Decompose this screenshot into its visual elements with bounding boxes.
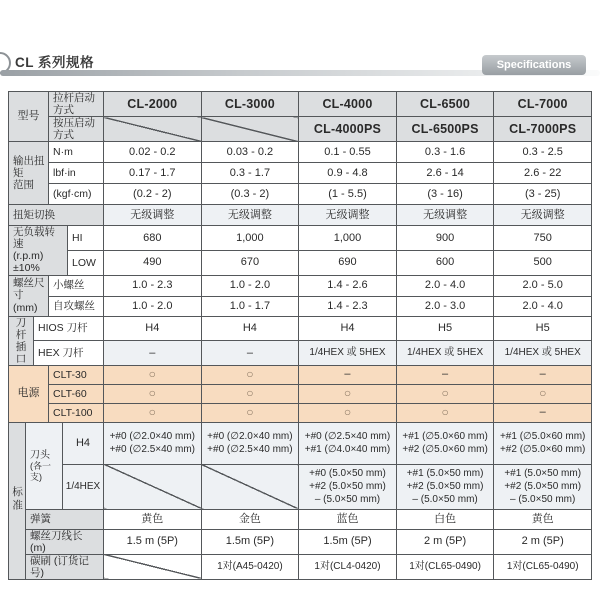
spec-cell: 1对(A45-0420) [201,554,299,579]
spec-cell: 490 [104,250,202,275]
torque-group-label: 输出扭矩 范围 [9,142,49,205]
spring-label: 弹簧 [26,509,104,529]
spec-cell: +#1 (∅5.0×60 mm) +#2 (∅5.0×60 mm) [396,422,494,464]
spec-cell: (0.2 - 2) [104,184,202,205]
spec-cell: 750 [494,226,592,251]
carbon-brush-label: 碳刷 (订货记号) [26,554,104,579]
spec-cell: 1对(CL65-0490) [494,554,592,579]
spec-cell: 无级调整 [396,205,494,226]
speed-group-label: 无负载转速 (r.p.m)±10% [9,226,68,275]
spec-cell: ○ [104,403,202,422]
speed-low-label: LOW [68,250,104,275]
not-applicable-cell [104,117,202,142]
spec-cell: H4 [104,316,202,341]
spec-cell: 1,000 [299,226,397,251]
model-header: CL-6500 [396,92,494,117]
spec-cell: – [494,403,592,422]
cord-length-label: 螺丝刀线长 (m) [26,529,104,554]
spec-cell: ○ [104,365,202,384]
spec-cell: 无级调整 [104,205,202,226]
model-header: CL-7000 [494,92,592,117]
model-header: CL-4000 [299,92,397,117]
start-lever-label: 拉杆启动方式 [49,92,104,117]
spec-cell: ○ [201,384,299,403]
spec-cell: 1,000 [201,226,299,251]
model-header-ps: CL-7000PS [494,117,592,142]
spec-cell: +#0 (∅2.5×40 mm) +#1 (∅4.0×40 mm) [299,422,397,464]
spec-cell: 0.9 - 4.8 [299,163,397,184]
spec-cell: 0.17 - 1.7 [104,163,202,184]
spec-cell: 900 [396,226,494,251]
spec-cell: +#0 (5.0×50 mm) +#2 (5.0×50 mm) – (5.0×50 mm) [299,464,397,509]
spec-cell: 黄色 [104,509,202,529]
unit-label: N·m [49,142,104,163]
model-header: CL-3000 [201,92,299,117]
section-models [8,91,592,142]
spec-cell: ○ [299,403,397,422]
spec-cell: 0.1 - 0.55 [299,142,397,163]
spec-cell: ○ [201,403,299,422]
model-header: CL-2000 [104,92,202,117]
spec-cell: ○ [299,384,397,403]
power-group-label: 电源 [9,365,49,422]
unit-label: lbf·in [49,163,104,184]
spec-cell: 1.0 - 2.0 [104,296,202,316]
socket-group-label: 刀杆 插口 [9,316,34,365]
spec-cell: 0.3 - 1.7 [201,163,299,184]
spec-cell: 600 [396,250,494,275]
speed-hi-label: HI [68,226,104,251]
spec-cell: 1.4 - 2.6 [299,275,397,296]
spec-cell: 白色 [396,509,494,529]
spec-cell: 金色 [201,509,299,529]
specifications-badge: Specifications [482,55,586,75]
model-header-ps: CL-6500PS [396,117,494,142]
spec-cell: ○ [494,384,592,403]
start-push-label: 按压启动方式 [49,117,104,142]
spec-cell: 1/4HEX 或 5HEX [494,341,592,366]
screw-tapping-label: 自攻螺丝 [49,296,104,316]
spec-cell: 1.0 - 2.3 [104,275,202,296]
bits-group-label: 刀头 (各一支) [26,422,63,509]
socket-hex-label: HEX 刀杆 [34,341,104,366]
section-torque [8,141,592,205]
spec-cell: 2.0 - 4.0 [494,296,592,316]
screw-group-label: 螺丝尺寸 (mm) [9,275,49,316]
spec-cell: +#0 (∅2.0×40 mm) +#0 (∅2.5×40 mm) [201,422,299,464]
model-group-label: 型号 [9,92,49,142]
spec-cell: 670 [201,250,299,275]
spec-table [8,92,592,580]
spec-cell: – [299,365,397,384]
spec-cell: 0.02 - 0.2 [104,142,202,163]
spec-cell: 2.6 - 14 [396,163,494,184]
section-screw-size [8,275,592,317]
spec-cell: 500 [494,250,592,275]
not-applicable-cell [201,117,299,142]
section-speed [8,225,592,275]
spec-cell: 1/4HEX 或 5HEX [396,341,494,366]
torque-switch-label: 扭矩切换 [9,205,104,226]
spec-cell: – [494,365,592,384]
spec-cell: 1/4HEX 或 5HEX [299,341,397,366]
spec-cell: – [396,365,494,384]
spec-cell: 无级调整 [201,205,299,226]
page-title: CL 系列规格 [15,55,95,70]
spec-cell: 690 [299,250,397,275]
spec-cell: 2.0 - 4.0 [396,275,494,296]
power-row-label: CLT-30 [49,365,104,384]
not-applicable-cell [104,464,202,509]
spec-cell: 0.3 - 1.6 [396,142,494,163]
bits-hex-label: 1/4HEX [63,464,104,509]
spec-cell: 1.5m (5P) [299,529,397,554]
spec-cell: 1.5m (5P) [201,529,299,554]
spec-cell: 1对(CL65-0490) [396,554,494,579]
spec-cell: 1.5 m (5P) [104,529,202,554]
spec-cell: 1.4 - 2.3 [299,296,397,316]
not-applicable-cell [201,464,299,509]
spec-cell: 2 m (5P) [494,529,592,554]
spec-cell: H5 [396,316,494,341]
spec-cell: 黄色 [494,509,592,529]
power-row-label: CLT-100 [49,403,104,422]
spec-cell: 2.0 - 3.0 [396,296,494,316]
spec-cell: 1.0 - 2.0 [201,275,299,296]
spec-cell: 无级调整 [494,205,592,226]
spec-cell: +#1 (5.0×50 mm) +#2 (5.0×50 mm) – (5.0×50 mm) [494,464,592,509]
spec-cell: +#0 (∅2.0×40 mm) +#0 (∅2.5×40 mm) [104,422,202,464]
spec-cell: +#1 (5.0×50 mm) +#2 (5.0×50 mm) – (5.0×50 mm) [396,464,494,509]
spec-cell: ○ [201,365,299,384]
screw-small-label: 小螺丝 [49,275,104,296]
spec-cell: 0.3 - 2.5 [494,142,592,163]
spec-cell: 无级调整 [299,205,397,226]
spec-cell: 1.0 - 1.7 [201,296,299,316]
model-header-ps: CL-4000PS [299,117,397,142]
unit-label: (kgf·cm) [49,184,104,205]
section-power [8,365,592,423]
spec-cell: – [201,341,299,366]
spec-cell: 680 [104,226,202,251]
spec-cell: +#1 (∅5.0×60 mm) +#2 (∅5.0×60 mm) [494,422,592,464]
spec-cell: 2.0 - 5.0 [494,275,592,296]
spec-cell: ○ [104,384,202,403]
spec-cell: (1 - 5.5) [299,184,397,205]
spec-cell: (3 - 25) [494,184,592,205]
power-row-label: CLT-60 [49,384,104,403]
spec-cell: (3 - 16) [396,184,494,205]
section-accessories [8,422,592,580]
spec-cell: H5 [494,316,592,341]
spec-cell: H4 [201,316,299,341]
spec-cell: H4 [299,316,397,341]
spec-cell: 蓝色 [299,509,397,529]
section-bit-socket [8,316,592,366]
spec-cell: 1对(CL4-0420) [299,554,397,579]
section-torque-switch [8,204,592,226]
accessories-group-label: 标准 [9,422,26,579]
spec-cell: (0.3 - 2) [201,184,299,205]
spec-cell: 0.03 - 0.2 [201,142,299,163]
socket-hios-label: HIOS 刀杆 [34,316,104,341]
spec-cell: ○ [396,384,494,403]
bits-h4-label: H4 [63,422,104,464]
spec-cell: 2.6 - 22 [494,163,592,184]
spec-cell: ○ [396,403,494,422]
spec-cell: 2 m (5P) [396,529,494,554]
spec-cell: – [104,341,202,366]
not-applicable-cell [104,554,202,579]
